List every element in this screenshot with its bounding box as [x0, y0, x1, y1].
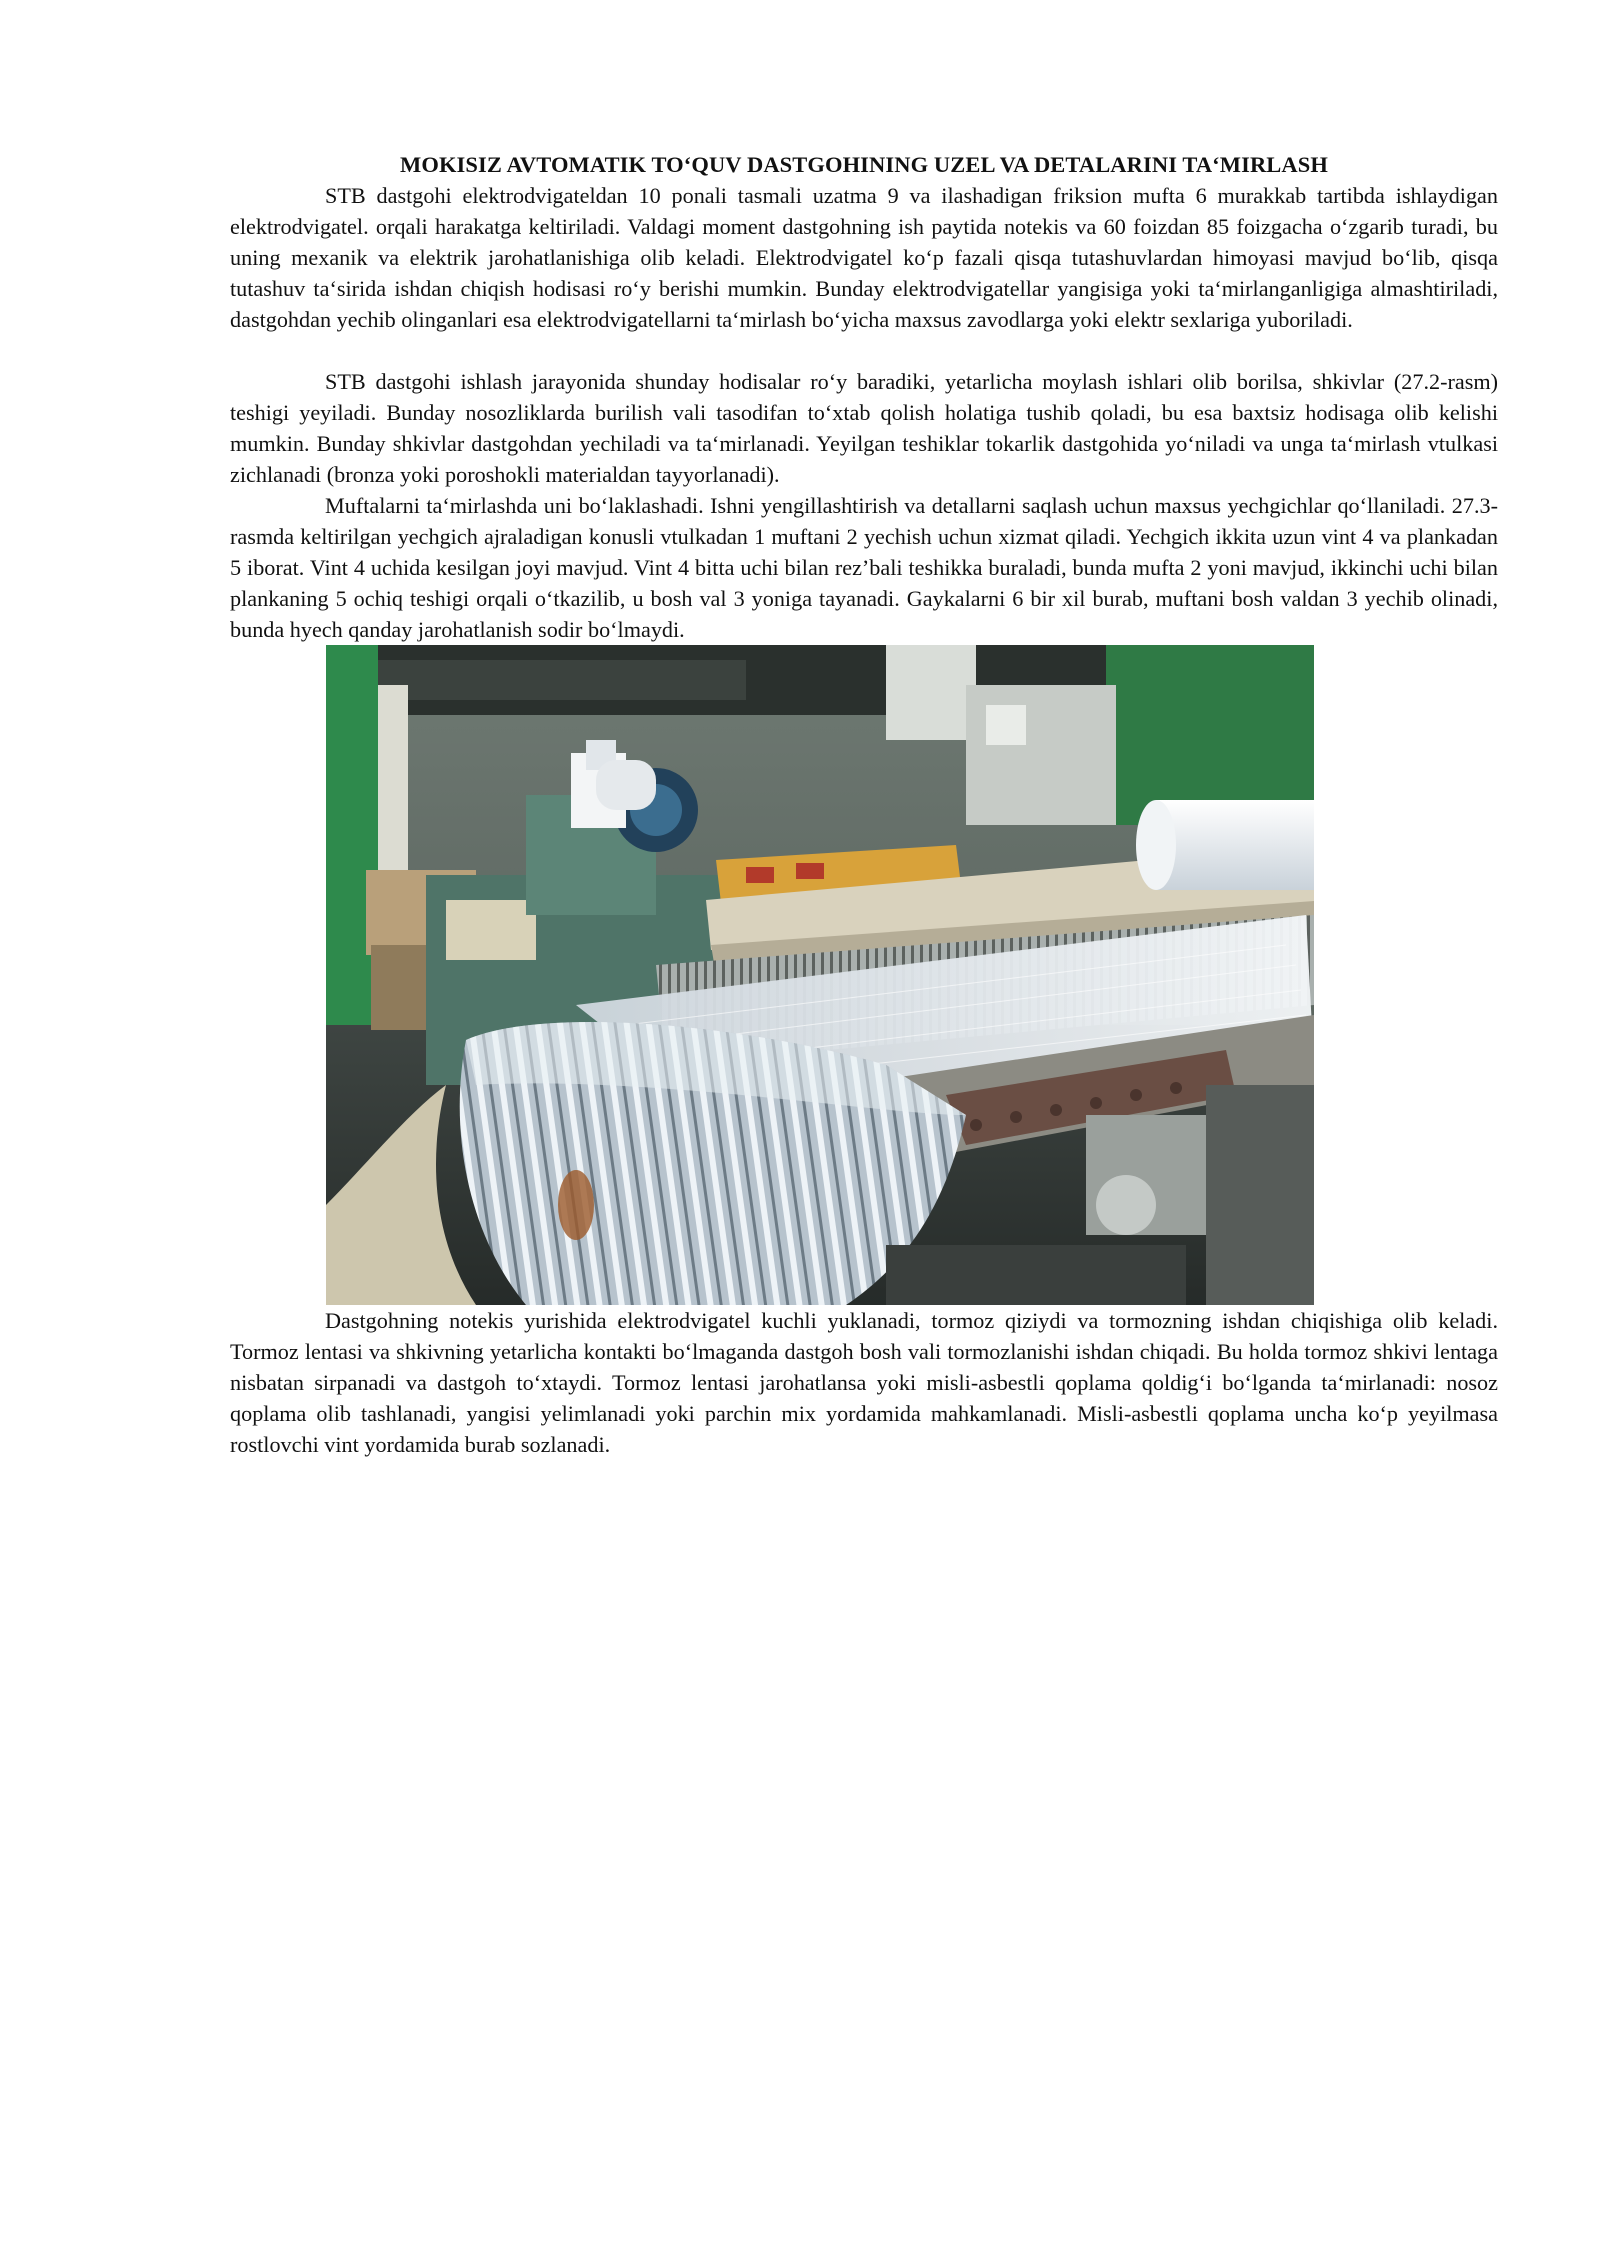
paragraph-pulleys: STB dastgohi ishlash jarayonida shunday hodisalar ro‘y baradiki, yetarlicha moylash ishlari olib borilsa, shkivlar (27.2-rasm) teshigi yeyiladi. Bunday nosozliklarda burilish vali tasodifan to‘xtab qolish holatiga tushib qoladi, bu esa baxtsiz hodisaga olib kelishi mumkin. Bunday shkivlar dastgohdan yechiladi va ta‘mirlanadi. Yeyilgan teshiklar tokarlik dastgohida yo‘niladi va unga ta‘mirlash vtulkasi zichlanadi (bronza yoki poroshokli materialdan tayyorlanadi).: [230, 369, 1498, 487]
paragraph-electric-motor: STB dastgohi elektrodvigateldan 10 ponali tasmali uzatma 9 va ilashadigan friksion mufta 6 murakkab tartibda ishlaydigan elektrodvigatel. orqali harakatga keltiriladi. Valdagi moment dastgohning ish paytida notekis va 60 foizdan 85 foizgacha o‘zgarib turadi, bu uning mexanik va elektrik jarohatlanishiga olib keladi. Elektrodvigatel ko‘p fazali qisqa tutashuvlardan himoyasi mavjud bo‘lib, qisqa tutashuv ta‘sirida ishdan chiqish hodisasi ro‘y berishi mumkin. Bunday elektrodvigatellar yangisiga yoki ta‘mirlanganligiga almashtiriladi, dastgohdan yechib olinganlari esa elektrodvigatellarni ta‘mirlash bo‘yicha maxsus zavodlarga yoki elektr sexlariga yuboriladi.: [230, 183, 1498, 332]
paragraph-brake: Dastgohning notekis yurishida elektrodvigatel kuchli yuklanadi, tormoz qiziydi va tormozning ishdan chiqishiga olib keladi. Tormoz lentasi va shkivning yetarlicha kontakti bo‘lmaganda dastgoh bosh vali tormozlanishi ishdan chiqadi. Bu holda tormoz shkivi lentaga nisbatan sirpanadi va dastgoh to‘xtaydi. Tormoz lentasi jarohatlansa yoki misli-asbestli qoplama qoldig‘i bo‘lganda ta‘mirlanadi: nosoz qoplama olib tashlanadi, yangisi yelimlanadi yoki parchin mix yordamida mahkamlanadi. Misli-asbestli qoplama uncha ko‘p yeyilmasa rostlovchi vint yordamida burab sozlanadi.: [230, 1308, 1498, 1457]
loom-photo: [326, 645, 1314, 1305]
document-title: MOKISIZ AVTOMATIK TO‘QUV DASTGOHINING UZEL VA DETALARINI TA‘MIRLASH: [400, 152, 1328, 177]
paragraph-couplings: Muftalarni ta‘mirlashda uni bo‘laklashadi. Ishni yengillashtirish va detallarni saqlash uchun maxsus yechgichlar qo‘llaniladi. 27.3-rasmda keltirilgan yechgich ajraladigan konusli vtulkadan 1 muftani 2 yechish uchun xizmat qiladi. Yechgich ikkita uzun vint 4 va plankadan 5 iborat. Vint 4 uchida kesilgan joyi mavjud. Vint 4 bitta uchi bilan rez’bali teshikka buraladi, bunda mufta 2 yoni mavjud, ikkinchi uchi bilan plankaning 5 ochiq teshigi orqali o‘tkazilib, u bosh val 3 yoniga tayanadi. Gaykalarni 6 bir xil burab, muftani bosh valdan 3 yechib olinadi, bunda hyech qanday jarohatlanish sodir bo‘lmaydi.: [230, 493, 1498, 642]
document-page: [230, 150, 1498, 1460]
paragraph-spacer: [230, 335, 1498, 366]
